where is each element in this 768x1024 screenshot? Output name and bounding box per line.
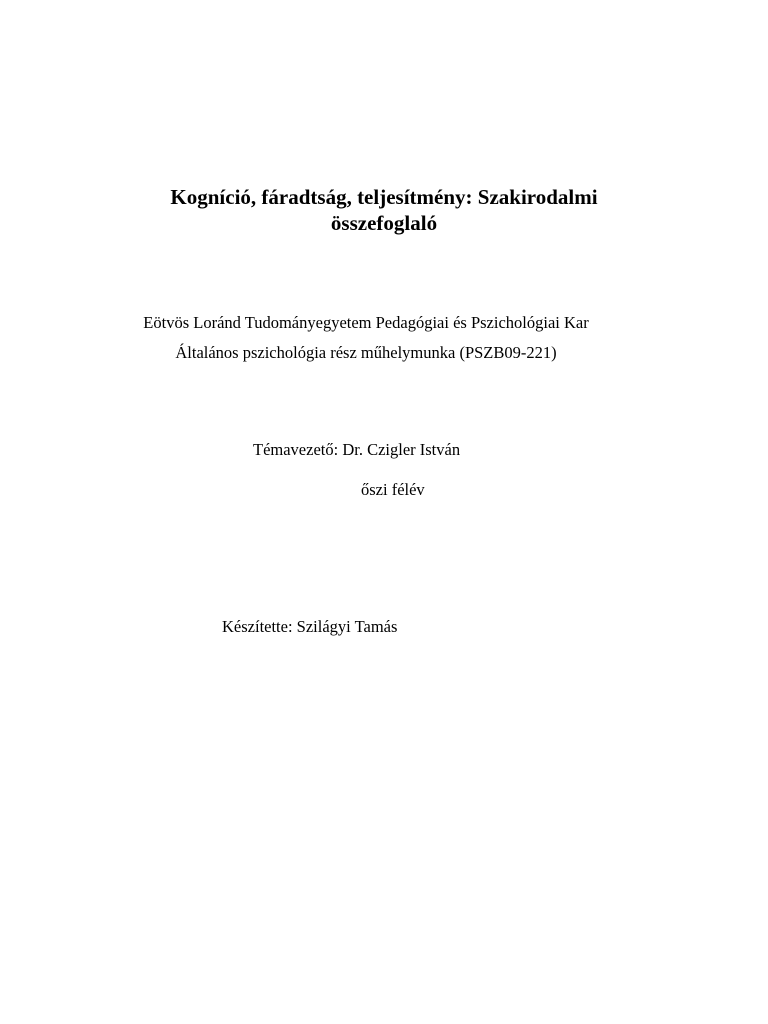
title-line-2: összefoglaló (330, 211, 438, 235)
semester-text: őszi félév (361, 480, 425, 499)
author-text: Készítette: Szilágyi Tamás (222, 617, 398, 636)
institution-text: Eötvös Loránd Tudományegyetem Pedagógiai és Pszichológiai Kar (143, 313, 589, 332)
title-line-1: Kogníció, fáradtság, teljesítmény: Szakirodalmi (170, 185, 598, 209)
course-text: Általános pszichológia rész műhelymunka (PSZB09-221) (175, 343, 557, 362)
supervisor-text: Témavezető: Dr. Czigler István (253, 440, 461, 459)
document-title (0, 184, 768, 236)
